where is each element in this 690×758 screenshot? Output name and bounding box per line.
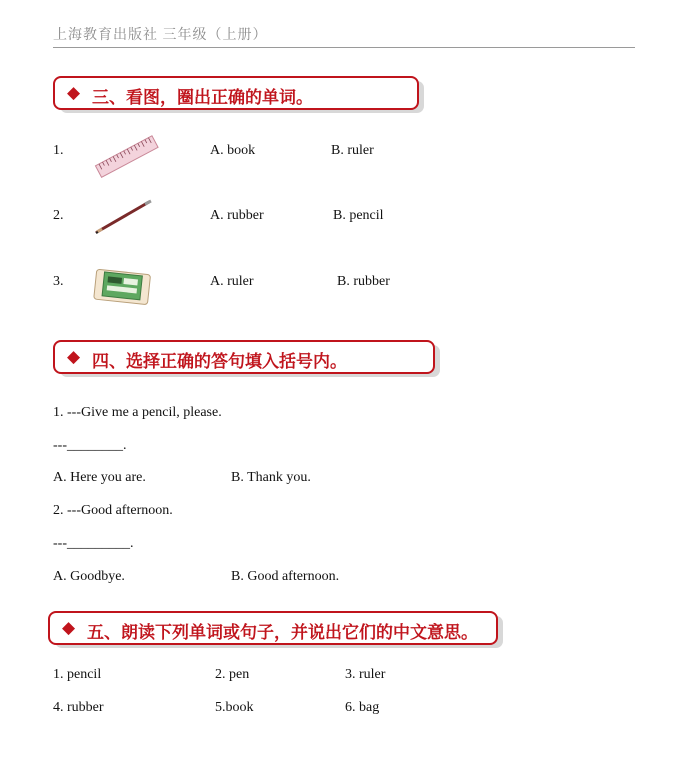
ruler-image (93, 132, 161, 182)
pencil-image (93, 198, 155, 236)
q2-answer-blank: ---_________. (53, 536, 134, 551)
diamond-icon: ◆ (62, 618, 76, 637)
word-item: 4. rubber (53, 700, 104, 715)
q2-option-b: B. Good afternoon. (231, 569, 340, 584)
word-item: 6. bag (345, 700, 380, 715)
item1-option-a: A. book (210, 143, 256, 158)
word-item: 5.book (215, 700, 254, 715)
item2-option-a: A. rubber (210, 208, 264, 223)
diamond-icon: ◆ (67, 83, 81, 102)
item1-number: 1. (53, 143, 64, 158)
rubber-image (91, 266, 155, 310)
header-divider (53, 47, 635, 48)
q2-option-a: A. Goodbye. (53, 569, 125, 584)
section3-title: 三、看图，圈出正确的单词。 (92, 88, 313, 108)
diamond-icon: ◆ (67, 347, 81, 366)
section4-title-box (53, 340, 435, 374)
word-item: 1. pencil (53, 667, 102, 682)
section3-title-box (53, 76, 419, 110)
q1-prompt: 1. ---Give me a pencil, please. (53, 405, 222, 420)
q1-option-b: B. Thank you. (231, 470, 311, 485)
q1-answer-blank: ---________. (53, 438, 127, 453)
word-item: 2. pen (215, 667, 250, 682)
section5-title-box (48, 611, 498, 645)
section5-title: 五、朗读下列单词或句子，并说出它们的中文意思。 (87, 623, 478, 643)
item1-option-b: B. ruler (331, 143, 374, 158)
item3-number: 3. (53, 274, 64, 289)
item2-option-b: B. pencil (333, 208, 384, 223)
page-header: 上海教育出版社 三年级（上册） (53, 28, 268, 43)
item2-number: 2. (53, 208, 64, 223)
item3-option-b: B. rubber (337, 274, 390, 289)
word-item: 3. ruler (345, 667, 386, 682)
item3-option-a: A. ruler (210, 274, 254, 289)
q1-option-a: A. Here you are. (53, 470, 146, 485)
q2-prompt: 2. ---Good afternoon. (53, 503, 173, 518)
section4-title: 四、选择正确的答句填入括号内。 (92, 352, 347, 372)
